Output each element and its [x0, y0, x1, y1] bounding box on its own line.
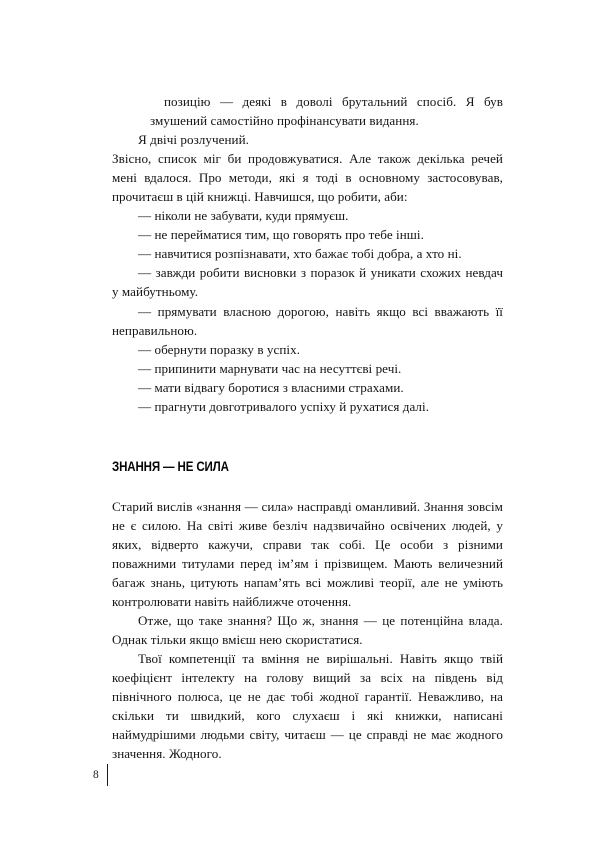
- list-item: — прямувати власною дорогою, навіть якщо всі вважають її неправильною.: [112, 303, 503, 338]
- list-item: — припинити марнувати час на несуттєві речі.: [138, 360, 402, 376]
- folio-rule-icon: [107, 764, 109, 786]
- paragraph-divorced: Я двічі розлучений.: [138, 132, 249, 148]
- list-item: — ніколи не забувати, куди прямуєш.: [138, 208, 349, 224]
- spacer-after-heading: [112, 475, 503, 497]
- section-paragraph-1: Старий вислів «знання — сила» насправді оманливий. Знання зовсім не є силою. На світі живе безліч надзвичайно освічених людей, у яких, відверто кажучи, справи так собі. Це особи з різними поважними титулами перед ім’ям і прізвищем. Мають величезний багаж знань, цитують напам’ять всі можливі теорії, але не уміють контролювати навіть найближче оточення.: [112, 498, 503, 610]
- carry-over-paragraph: позицію — деякі в доволі брутальний спосіб. Я був змушений самостійно профінансувати видання.: [150, 94, 503, 129]
- list-item: — завжди робити висновки з поразок й уникати схожих невдач у майбутньому.: [112, 265, 503, 300]
- list-item: — прагнути довготривалого успіху й рухатися далі.: [138, 398, 430, 414]
- list-item: — мати відвагу боротися з власними страхами.: [138, 379, 404, 395]
- paragraph-intro: Звісно, список міг би продовжуватися. Але також декілька речей мені вдалося. Про методи, які я тоді в основному застосовував, прочитаєш в цій книжці. Навчишся, що робити, аби:: [112, 151, 503, 205]
- section-paragraph-3: Твої компетенції та вміння не вирішальні. Навіть якщо твій коефіцієнт інтелекту на голову вищий за всіх на південь від північного полюса, це не дає тобі жодної гарантії. Неважливо, на скільки ти швидкий, кого слухаєш і які книжки, написані наймудрішими людьми світу, читаєш — це справді не має жодного значення. Жодного.: [112, 651, 503, 762]
- list-item: — не перейматися тим, що говорять про тебе інші.: [138, 227, 424, 243]
- section-heading: ЗНАННЯ — НЕ СИЛА: [112, 458, 229, 474]
- folio: [93, 764, 108, 786]
- section-paragraph-2: Отже, що таке знання? Що ж, знання — це потенційна влада. Однак тільки якщо вмієш нею скористатися.: [112, 613, 503, 648]
- bullet-list: [112, 206, 503, 416]
- spacer-before-heading: [112, 416, 503, 459]
- page-number: 8: [93, 769, 99, 781]
- list-item: — обернути поразку в успіх.: [138, 341, 301, 357]
- list-item: — навчитися розпізнавати, хто бажає тобі добра, а хто ні.: [138, 246, 462, 262]
- text-column: [112, 92, 503, 763]
